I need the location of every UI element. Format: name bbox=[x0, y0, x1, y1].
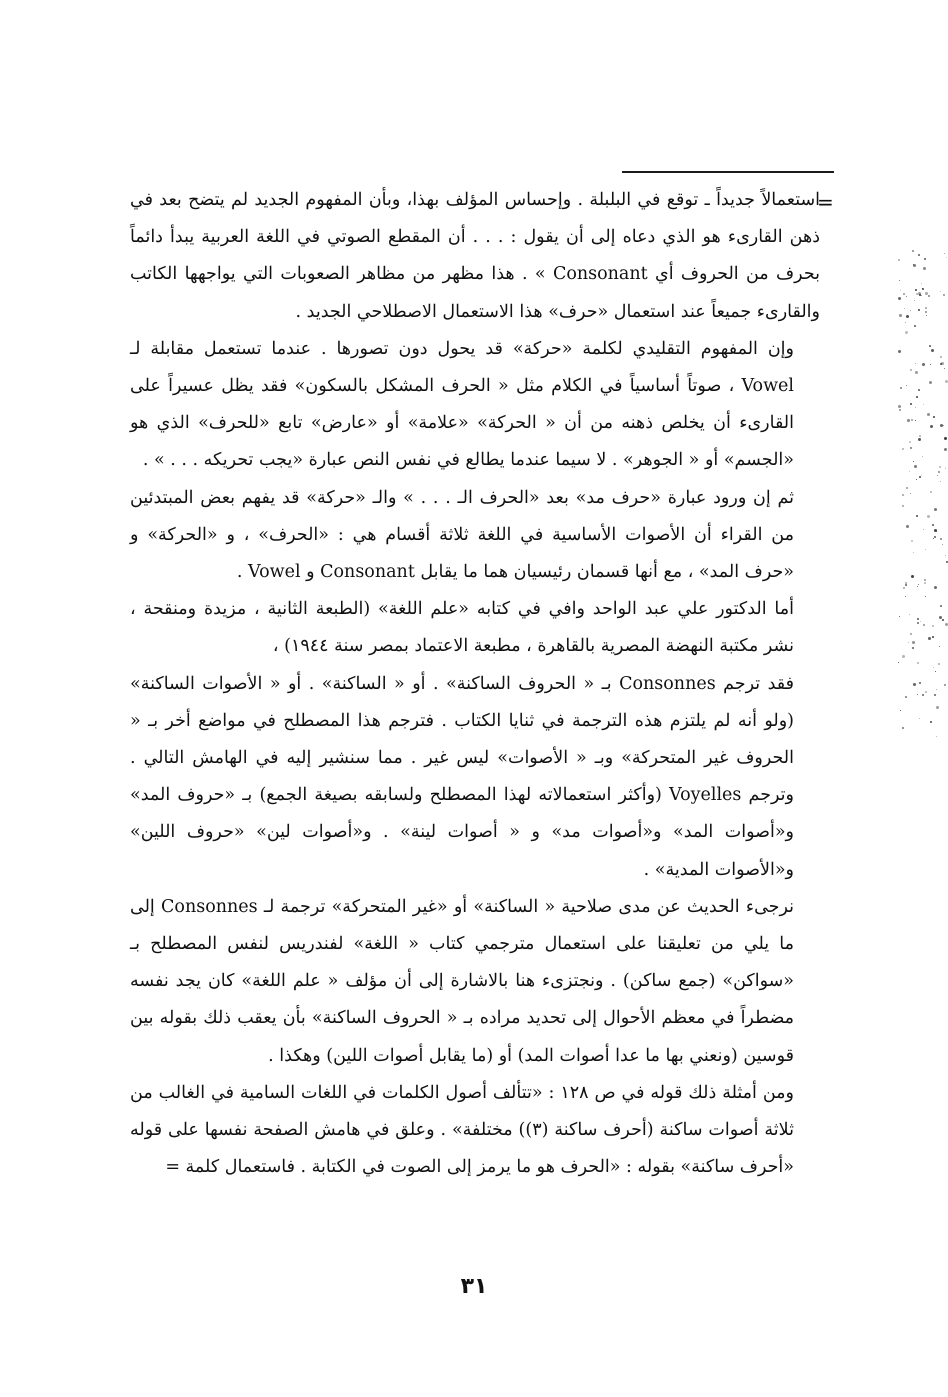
footnote-separator-rule bbox=[622, 171, 834, 173]
continuation-mark: = bbox=[817, 190, 834, 214]
footnotes-block bbox=[130, 182, 820, 1186]
footnote-paragraph-1: استعمالاً جديداً ـ توقع في البلبلة . وإحساس المؤلف بهذا، وبأن المفهوم الجديد لم يتضح بعد في ذهن القارىء هو الذي دعاه إلى أن يقول : . . . أن المقطع الصوتي في اللغة العربية يبدأ دائماً بحرف من الحروف أي Consonant » . هذا مظهر من مظاهر الصعوبات التي يواجهها الكاتب والقارىء جميعاً عند استعمال «حرف» هذا الاستعمال الاصطلاحي الجديد . bbox=[130, 190, 820, 322]
footnote-paragraph-3: ثم إن ورود عبارة «حرف مد» بعد «الحرف الـ . . . » والـ «حركة» قد يفهم بعض المبتدئين من القراء أن الأصوات الأساسية في اللغة ثلاثة أقسام هي : «الحرف» ، و «الحركة» و «حرف المد» ، مع أنها قسمان رئيسيان هما ما يقابل Consonant و Vowel . bbox=[130, 487, 794, 583]
footnote-paragraph-4: أما الدكتور علي عبد الواحد وافي في كتابه «علم اللغة» (الطبعة الثانية ، مزيدة ومنقحة ، نشر مكتبة النهضة المصرية بالقاهرة ، مطبعة الاعتماد بمصر سنة ١٩٤٤) ، bbox=[130, 599, 794, 657]
footnote-paragraph-5: فقد ترجم Consonnes بـ « الحروف الساكنة» . أو « الساكنة» . أو « الأصوات الساكنة» (ولو أنه لم يلتزم هذه الترجمة في ثنايا الكتاب . فترجم هذا المصطلح في مواضع أخر بـ « الحروف غير المتحركة» وبـ « الأصوات» ليس غير . مما سنشير إليه في الهامش التالي . وترجم Voyelles (وأكثر استعمالاته لهذا المصطلح ولسابقه بصيغة الجمع) بـ «حروف المد» و«أصوات المد» و«أصوات مد» و « أصوات لينة» . و«أصوات لين» «حروف اللين» و«الأصوات المدية» . bbox=[130, 673, 794, 880]
footnote-paragraph-2: وإن المفهوم التقليدي لكلمة «حركة» قد يحول دون تصورها . عندما تستعمل مقابلة لـ Vowel ، صوتاً أساسياً في الكلام مثل « الحرف المشكل بالسكون» فقد يظل عسيراً على القارىء أن يخلص ذهنه من أن « الحركة» «علامة» أو «عارض» تابع «للحرف» الذي هو «الجسم» أو « الجوهر» . لا سيما عندما يطالع في نفس النص عبارة «يجب تحريكه . . . » . bbox=[130, 338, 794, 471]
footnote-paragraph-7: ومن أمثلة ذلك قوله في ص ١٢٨ : «تتألف أصول الكلمات في اللغات السامية في الغالب من ثلاثة أصوات ساكنة (أحرف ساكنة (٣)) مختلفة» . وعلق في هامش الصفحة نفسها على قوله «أحرف ساكنة» بقوله : «الحرف هو ما يرمز إلى الصوت في الكتابة . فاستعمال كلمة = bbox=[130, 1082, 794, 1178]
scan-speckle-margin bbox=[888, 250, 948, 750]
footnote-paragraph-6: نرجىء الحديث عن مدى صلاحية « الساكنة» أو «غير المتحركة» ترجمة لـ Consonnes إلى ما يلي من تعليقنا على استعمال مترجمي كتاب « اللغة» لفندريس لنفس المصطلح بـ «سواكن» (جمع ساكن) . ونجتزىء هنا بالاشارة إلى أن مؤلف « علم اللغة» كان يجد نفسه مضطراً في معظم الأحوال إلى تحديد مراده بـ « الحروف الساكنة» بأن يعقب ذلك بقوله بين قوسين (ونعني بها ما عدا أصوات المد) أو (ما يقابل أصوات اللين) وهكذا . bbox=[130, 896, 794, 1066]
page-number: ٣١ bbox=[460, 1274, 488, 1299]
